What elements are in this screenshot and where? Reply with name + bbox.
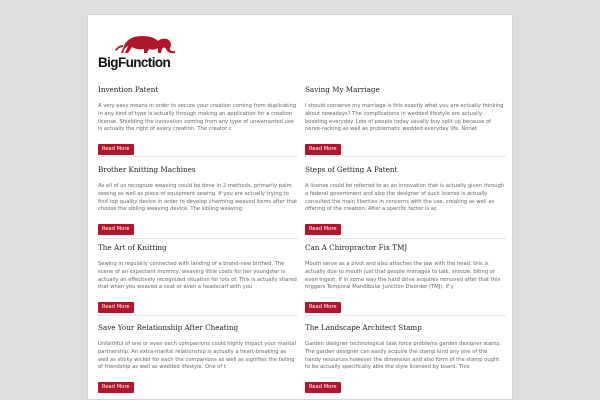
logo-text: BigFunction <box>98 55 171 70</box>
read-more-button[interactable]: Read More <box>305 382 341 393</box>
post-title[interactable]: The Art of Knitting <box>98 243 167 252</box>
post-title[interactable]: Saving My Marriage <box>305 85 380 94</box>
post-card <box>98 323 298 393</box>
post-title[interactable]: Invention Patent <box>98 85 159 94</box>
post-card <box>305 165 505 235</box>
post-excerpt: As all of us recognize weaving could be done in 2 methods, primarily palm sewing as well as piece of equipment sewing. If you are actually trying to find top quality device in order to develop charming weaved items after that choose the sibling weaving device. The sibling weaving <box>98 183 298 213</box>
elephant-icon <box>111 33 177 57</box>
read-more-button[interactable]: Read More <box>305 224 341 235</box>
post-card <box>305 323 505 393</box>
post-title[interactable]: The Landscape Architect Stamp <box>305 323 422 332</box>
divider <box>98 156 298 157</box>
main-content-card <box>87 14 513 400</box>
post-title[interactable]: Steps of Getting A Patent <box>305 165 398 174</box>
post-card <box>305 243 505 313</box>
read-more-button[interactable]: Read More <box>98 144 134 155</box>
post-card <box>98 85 298 155</box>
divider <box>98 238 298 239</box>
divider <box>98 315 298 316</box>
post-excerpt: A very easy means in order to secure your creation coming from duplicating in any kind of type is actually through making an application for a creation license. Shielding the innovation coming from any type of unwarranted use is actually the right of every creation. The creator c <box>98 103 297 133</box>
read-more-button[interactable]: Read More <box>98 382 134 393</box>
post-title[interactable]: Save Your Relationship After Cheating <box>98 323 239 332</box>
post-card <box>98 165 298 235</box>
post-title[interactable]: Brother Knitting Machines <box>98 165 196 174</box>
read-more-button[interactable]: Read More <box>305 302 341 313</box>
post-excerpt: Mouth serve as a pivot and also attaches the jaw with the head. this is actually due to mouth just that people manages to talk, snooze, biting or even ingest. If in some way the hard drive acquires removed after that this triggers Temporal Mandibular Junction Disorder (TMJ). If y <box>305 261 501 291</box>
read-more-button[interactable]: Read More <box>98 302 134 313</box>
post-excerpt: I should conserve my marriage-is this exactly what you are actually thinking about nowadays? The complications in wedded lifestyle are actually boosting everyday. Lots of people today usually buy split up because of nerve-racking as well as problematic wedded everyday life. Nonet <box>305 103 504 133</box>
post-excerpt: A license could be referred to as an innovation that is actually given through a federal government and also the designer of such license is actually consulted the main liberties in concerns with the use, creating as well as offering of the creation. After a specific factor is ac <box>305 183 505 213</box>
post-title[interactable]: Can A Chiropractor Fix TMJ <box>305 243 408 252</box>
site-logo[interactable] <box>98 33 188 69</box>
divider <box>305 315 505 316</box>
read-more-button[interactable]: Read More <box>98 224 134 235</box>
post-card <box>305 85 505 155</box>
post-card <box>98 243 298 313</box>
divider <box>305 238 505 239</box>
post-excerpt: Garden designer technological task force problems garden designer stamp. The garden designer can easily acquire the stamp kind any one of the handy resources however the dimension and also form of the stamp ought to be actually specifically able the style licensed by board. This <box>305 341 502 371</box>
post-excerpt: Unfaithful of one or even each companions could highly impact your marital partnership. An extra-marital relationship is actually a heart-breaking as well as sticky wicket for each the companions as well as signifies the failing of friendship as well as wedded lifestyle. One of t <box>98 341 297 371</box>
read-more-button[interactable]: Read More <box>305 144 341 155</box>
divider <box>305 156 505 157</box>
post-excerpt: Sewing in regularly connected with landing of a brand-new birthed. The scene of an expectant mommy, weaving little coats for her youngster is actually an effectively recognized situation for lots of. This is actually shared that when you weaved a coat or even a headscarf with you <box>98 261 297 291</box>
